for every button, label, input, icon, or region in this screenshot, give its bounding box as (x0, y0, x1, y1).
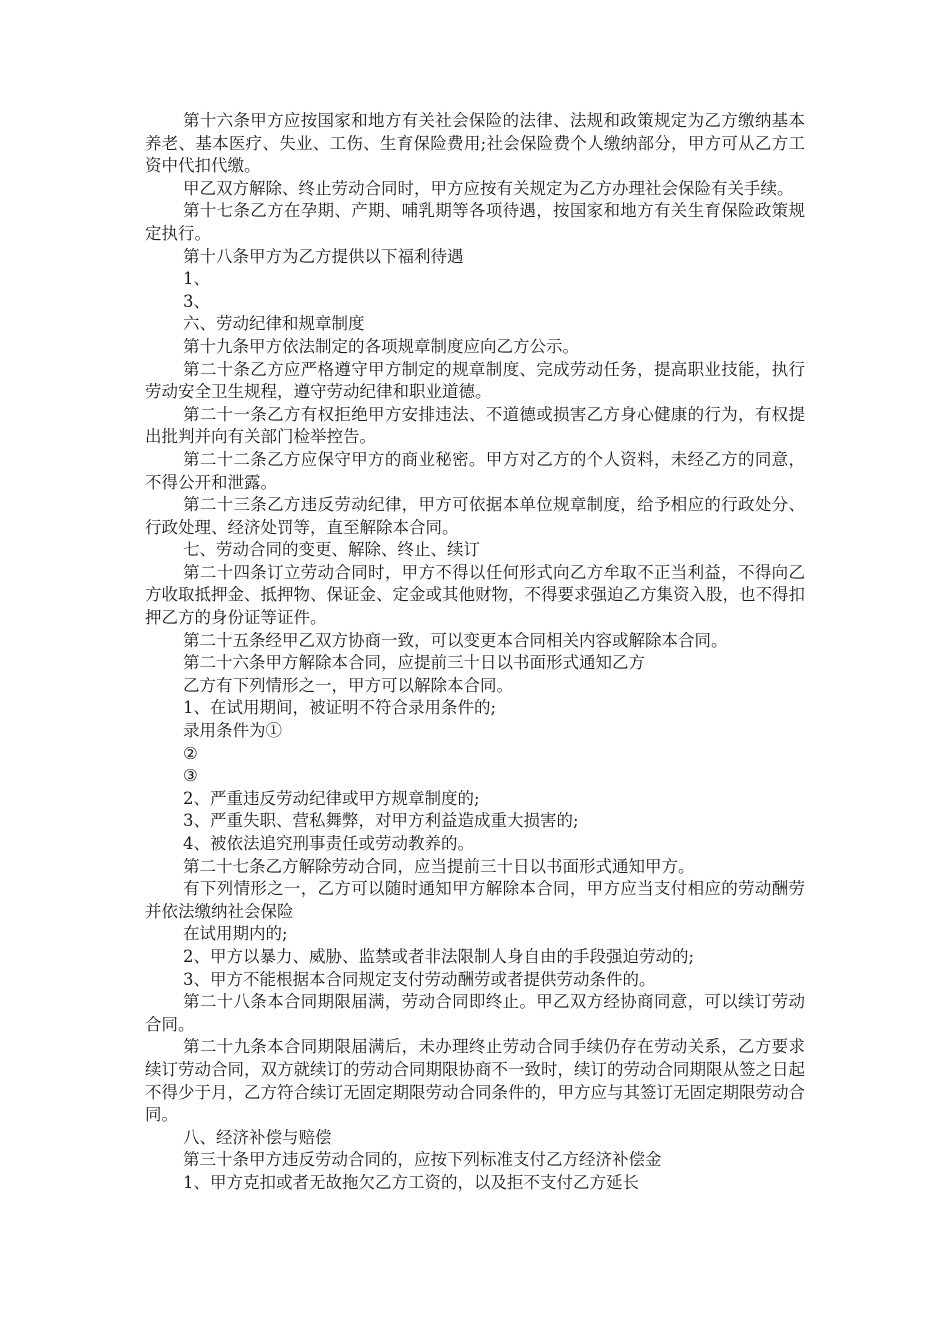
paragraph: 第二十七条乙方解除劳动合同，应当提前三十日以书面形式通知甲方。 (183, 856, 695, 876)
paragraph: 第二十六条甲方解除本合同，应提前三十日以书面形式通知乙方 (183, 653, 645, 673)
paragraph: 第二十条乙方应严格遵守甲方制定的规章制度、完成劳动任务，提高职业技能，执行劳动安全卫生规程，遵守劳动纪律和职业道德。 (145, 359, 805, 402)
paragraph: 第十八条甲方为乙方提供以下福利待遇 (183, 246, 464, 266)
list-item: 2、严重违反劳动纪律或甲方规章制度的; (183, 788, 480, 808)
section-heading: 八、经济补偿与赔偿 (183, 1127, 332, 1147)
paragraph: 第二十四条订立劳动合同时，甲方不得以任何形式向乙方牟取不正当利益，不得向乙方收取抵押金、抵押物、保证金、定金或其他财物，不得要求强迫乙方集资入股，也不得扣押乙方的身份证等证件。 (145, 562, 805, 628)
section-heading: 六、劳动纪律和规章制度 (183, 314, 365, 334)
paragraph: 第二十一条乙方有权拒绝甲方安排违法、不道德或损害乙方身心健康的行为，有权提出批判并向有关部门检举控告。 (145, 404, 805, 447)
list-item: 1、甲方克扣或者无故拖欠乙方工资的，以及拒不支付乙方延长 (183, 1172, 639, 1192)
section-heading: 七、劳动合同的变更、解除、终止、续订 (183, 540, 480, 560)
paragraph: 第二十八条本合同期限届满，劳动合同即终止。甲乙双方经协商同意，可以续订劳动合同。 (145, 992, 805, 1034)
paragraph: 第十六条甲方应按国家和地方有关社会保险的法律、法规和政策规定为乙方缴纳基本养老、基本医疗、失业、工伤、生育保险费用;社会保险费个人缴纳部分，甲方可从乙方工资中代扣代缴。 (145, 111, 805, 176)
list-item: ③ (183, 766, 198, 786)
paragraph: 第二十二条乙方应保守甲方的商业秘密。甲方对乙方的个人资料，未经乙方的同意，不得公开和泄露。 (145, 449, 805, 492)
paragraph: 第二十三条乙方违反劳动纪律，甲方可依据本单位规章制度，给予相应的行政处分、行政处理、经济处罚等，直至解除本合同。 (145, 495, 805, 537)
list-item: 录用条件为① (183, 721, 282, 741)
list-item: ② (183, 743, 198, 763)
list-item: 3、甲方不能根据本合同规定支付劳动酬劳或者提供劳动条件的。 (183, 969, 656, 989)
paragraph: 第十七条乙方在孕期、产期、哺乳期等各项待遇，按国家和地方有关生育保险政策规定执行。 (145, 201, 805, 243)
list-item: 在试用期内的; (183, 924, 288, 944)
paragraph: 第十九条甲方依法制定的各项规章制度应向乙方公示。 (183, 336, 579, 356)
paragraph: 乙方有下列情形之一，甲方可以解除本合同。 (183, 675, 513, 695)
paragraph: 第三十条甲方违反劳动合同的，应按下列标准支付乙方经济补偿金 (183, 1150, 662, 1170)
paragraph: 第二十九条本合同期限届满后，未办理终止劳动合同手续仍存在劳动关系，乙方要求续订劳动合同，双方就续订的劳动合同期限协商不一致时，续订的劳动合同期限从签之日起不得少于月，乙方符合续订无固定期限劳动合同条件的，甲方应与其签订无固定期限劳动合同。 (145, 1037, 805, 1125)
paragraph: 甲乙双方解除、终止劳动合同时，甲方应按有关规定为乙方办理社会保险有关手续。 (183, 178, 794, 198)
document-body (145, 110, 805, 1195)
list-item: 3、严重失职、营私舞弊，对甲方利益造成重大损害的; (183, 811, 579, 831)
list-item: 2、甲方以暴力、威胁、监禁或者非法限制人身自由的手段强迫劳动的; (183, 946, 695, 966)
list-item: 1、 (183, 269, 210, 289)
paragraph: 有下列情形之一，乙方可以随时通知甲方解除本合同，甲方应当支付相应的劳动酬劳并依法缴纳社会保险 (145, 879, 805, 921)
list-item: 4、被依法追究刑事责任或劳动教养的。 (183, 834, 474, 853)
list-item: 1、在试用期间，被证明不符合录用条件的; (183, 698, 497, 718)
paragraph: 第二十五条经甲乙双方协商一致，可以变更本合同相关内容或解除本合同。 (183, 630, 728, 650)
list-item: 3、 (183, 291, 210, 311)
